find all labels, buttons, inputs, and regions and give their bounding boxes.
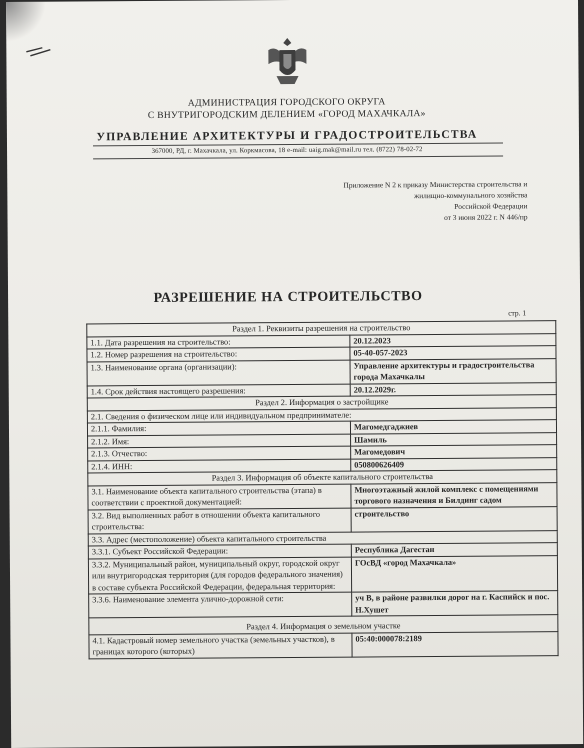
table-row [88,482,557,509]
field-value: уч В, в районе развилки дорог на г. Каспийск и пос. Н.Хушет [352,591,558,616]
document-title: РАЗРЕШЕНИЕ НА СТРОИТЕЛЬСТВО [153,289,423,306]
page-number: стр. 1 [508,308,527,318]
field-label: 4.1. Кадастровый номер земельного участка (земельных участков), в границах которого (которых) [89,633,352,659]
coat-of-arms-icon [264,36,310,90]
header-line-2: С ВНУТРИГОРОДСКИМ ДЕЛЕНИЕМ «ГОРОД МАХАЧКАЛА» [147,109,426,122]
table-row [87,358,556,385]
field-value: Магомедгаджиев [350,420,556,434]
field-label: 3.3.2. Муниципальный район, муниципальный округ, городской округ или внутригородская территория (для городов федерального значения) в составе субъекта Российской Федерации, федеральная территория: [88,557,351,594]
field-label: 2.1.2. Имя: [88,434,351,448]
field-label: 2.1.3. Отчество: [88,446,351,460]
department-name: УПРАВЛЕНИЕ АРХИТЕКТУРЫ И ГРАДОСТРОИТЕЛЬСТВА [96,128,478,144]
field-value: Многоэтажный жилой комплекс с помещениями торгового назначения и Билдинг садом [351,482,557,507]
field-label: 1.4. Срок действия настоящего разрешения: [87,384,350,398]
table-row [89,631,558,658]
field-value: строительство [351,506,557,531]
document-sheet [6,0,583,748]
section-2-intro: 2.1. Сведения о физическом лице или индивидуальном предпринимателе: [87,407,556,423]
section-1-title: Раздел 1. Реквизиты разрешения на строительство [87,321,556,337]
field-value: 05:40:000078:2189 [352,631,558,656]
field-label: 1.1. Дата разрешения на строительство: [87,335,350,349]
field-label: 2.1.4. ИНН: [88,459,351,473]
address-subsection-title: 3.3. Адрес (местоположение) объекта капитального строительства [88,530,557,546]
field-value: Магомедович [351,445,557,459]
field-value: 050800626409 [351,457,557,471]
section-2-title: Раздел 2. Информация о застройщике [87,395,556,411]
field-label: 3.2. Вид выполненных работ в отношении объекта капитального строительства: [88,508,351,534]
field-value: Шамиль [351,432,557,446]
header-rule-bottom [93,156,503,160]
field-label: 2.1.1. Фамилия: [87,421,350,435]
field-label: 1.2. Номер разрешения на строительство: [87,347,350,361]
field-value: ГОсВД «город Махачкала» [351,555,557,592]
table-row [88,555,557,594]
field-label: 3.3.6. Наименование элемента улично-дорожной сети: [89,592,352,618]
corner-shadow [6,2,46,42]
field-value: 20.12.2023 [350,333,556,347]
field-label: 1.3. Наименование органа (организации): [87,360,350,386]
table-row [89,591,558,618]
field-value: Управление архитектуры и градостроительства города Махачкалы [350,358,556,383]
appendix-line: Российской Федерации [454,201,528,211]
header-address: 367000, РД, г. Махачкала, ул. Коркмасова, 18 e-mail: uaig.mak@mail.ru тел. (8722) 78-02-72 [151,146,423,155]
field-value: 20.12.2029г. [350,382,556,396]
field-value: 05-40-057-2023 [350,346,556,360]
table-row [88,506,557,533]
field-value: Республика Дагестан [351,543,557,557]
appendix-line: Приложение N 2 к приказу Министерства строительства и [343,179,528,190]
appendix-note [257,178,527,224]
appendix-line: жилищно-коммунального хозяйства [414,190,528,201]
header-line-1: АДМИНИСТРАЦИЯ ГОРОДСКОГО ОКРУГА [187,97,386,109]
section-4-title: Раздел 4. Информация о земельном участке [89,615,558,635]
section-3-title: Раздел 3. Информация об объекте капитального строительства [88,470,557,486]
field-label: 3.1. Наименование объекта капитального строительства (этапа) в соответствии с проектной документацией: [88,484,351,510]
appendix-line: от 3 июня 2022 г. N 446/пр [444,212,528,222]
pen-mark-icon [24,42,64,62]
permit-table [86,320,558,659]
field-label: 3.3.1. Субъект Российской Федерации: [88,544,351,558]
